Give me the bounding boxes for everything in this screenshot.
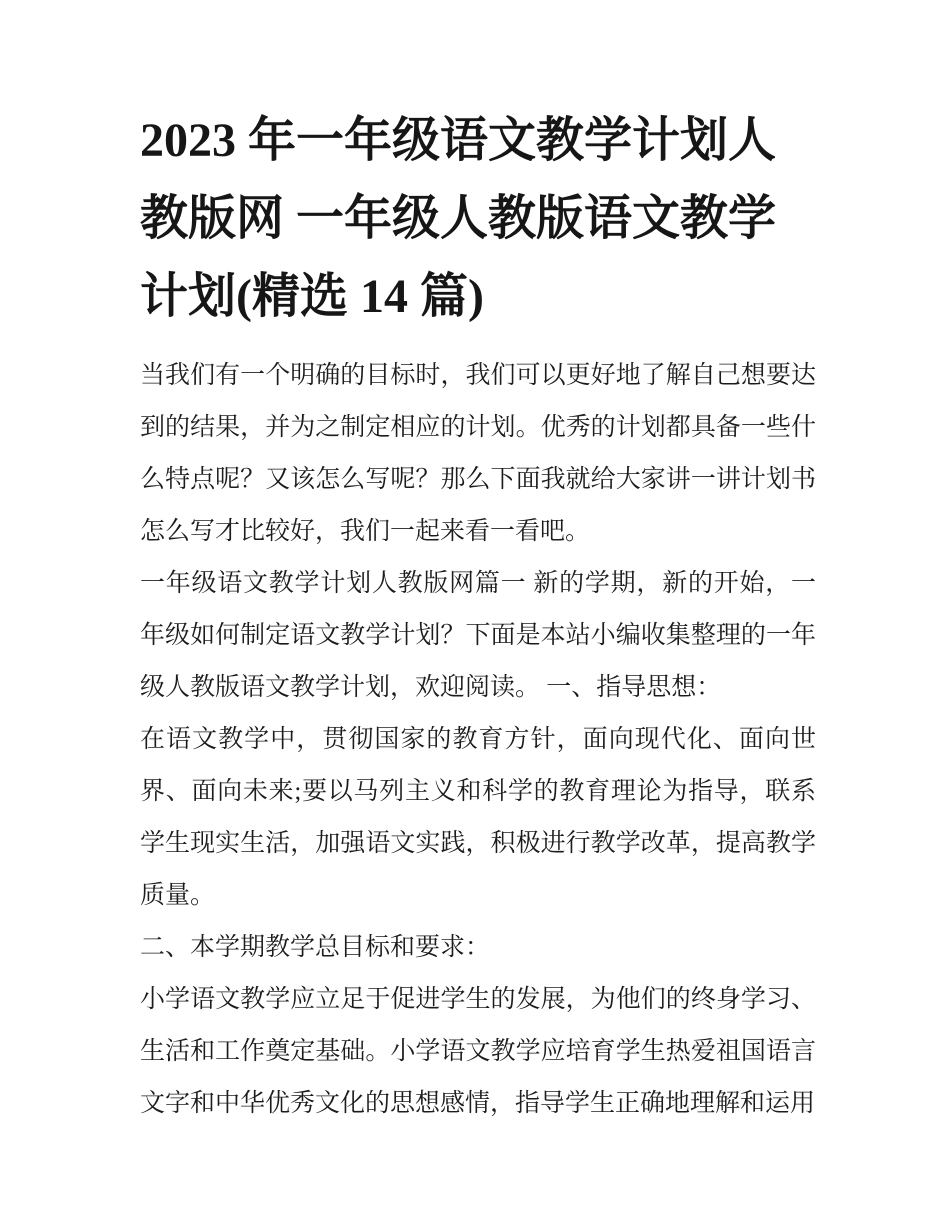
- document-body: [140, 350, 816, 1130]
- paragraph-guiding-ideology: 在语文教学中，贯彻国家的教育方针，面向现代化、面向世界、面向未来;要以马列主义和科学的教育理论为指导，联系学生现实生活，加强语文实践，积极进行教学改革，提高教学质量。: [140, 726, 816, 909]
- paragraph-intro: 当我们有一个明确的目标时，我们可以更好地了解自己想要达到的结果，并为之制定相应的计划。优秀的计划都具备一些什么特点呢？又该怎么写呢？那么下面我就给大家讲一讲计划书怎么写才比较好，我们一起来看一看吧。: [140, 362, 816, 545]
- paragraph-teaching-goals: 小学语文教学应立足于促进学生的发展，为他们的终身学习、生活和工作奠定基础。小学语文教学应培育学生热爱祖国语言文字和中华优秀文化的思想感情，指导学生正确地理解和运用: [140, 986, 816, 1117]
- document-title: 2023 年一年级语文教学计划人教版网 一年级人教版语文教学计划(精选 14 篇): [140, 114, 777, 323]
- paragraph-section-one-lead: 一年级语文教学计划人教版网篇一 新的学期，新的开始，一年级如何制定语文教学计划？下面是本站小编收集整理的一年级人教版语文教学计划，欢迎阅读。 一、指导思想：: [140, 570, 816, 701]
- paragraph-section-two-heading: 二、本学期教学总目标和要求：: [140, 934, 491, 961]
